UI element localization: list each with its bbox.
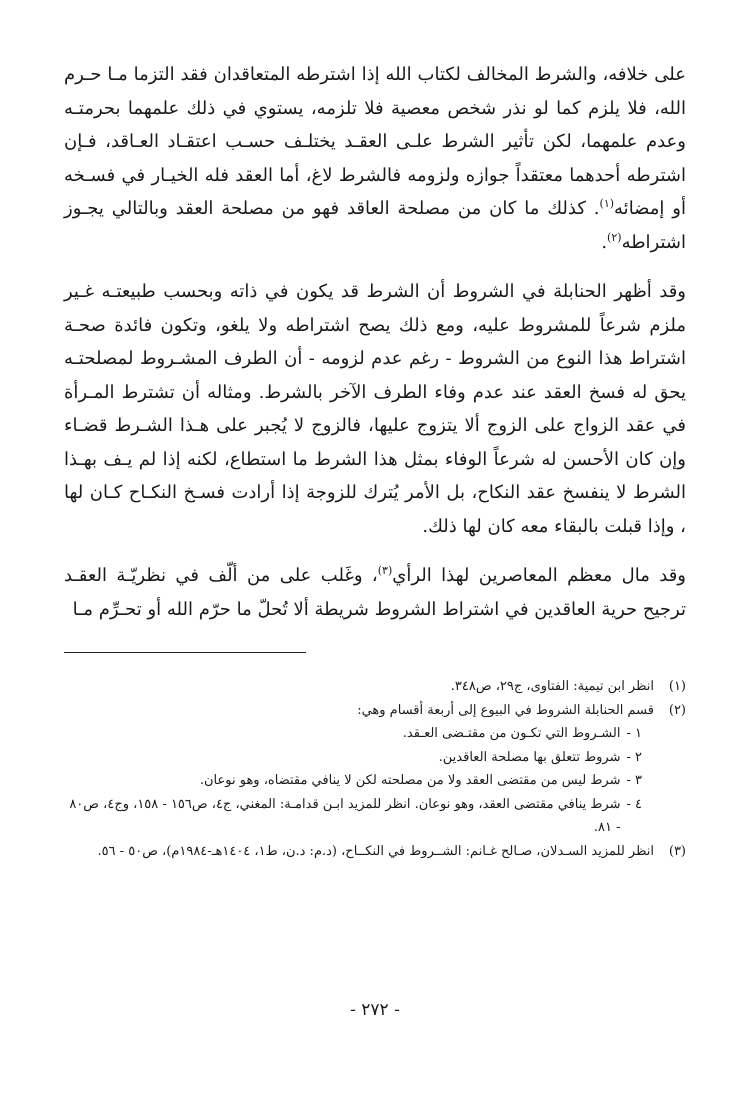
paragraph-3-text-start: وقد مال معظم المعاصرين لهذا الرأي (392, 565, 686, 586)
footnote-2-item (64, 746, 642, 770)
footnote-2-item-text: شروط تتعلق بها مصلحة العاقدين. (438, 749, 621, 765)
paragraph-2: وقد أظهر الحنابلة في الشروط أن الشرط قد يكون في ذاته وبحسب طبيعتـه غـير ملزم شرعاً للمشروط عليه، ومع ذلك يصح اشتراطه ولا يلغو، وتكون فائدة صحـة اشتراط هذا النوع من الشروط - رغم عدم لزومه - أن الطرف المشـروط لمصلحتـه يحق له فسخ العقد عند عدم وفاء الطرف الآخر بالشرط. ومثاله أن تشترط المـرأة في عقد الزواج على الزوج ألا يتزوج عليها، فالزوج لا يُجبر على هـذا الشـرط قضـاء وإن كان الأحسن له شرعاً الوفاء بمثل هذا الشرط ما استطاع، لكنه إذا لم يـف بهـذا الشرط لا ينفسخ عقد النكاح، بل الأمر يُترك للزوجة إذا أرادت فسـخ النكـاح كـان لها ، وإذا قبلت بالبقاء معه كان لها ذلك. (64, 281, 686, 537)
footnote-ref-1[interactable]: (١) (599, 197, 615, 210)
footnote-ref-3[interactable]: (٣) (377, 564, 393, 577)
footnote-2-item-number: ٣ - (626, 773, 642, 788)
paragraph-3-text-rest: ، وغَلب على من ألّف في نظريّـة العقـد ترجيح حرية العاقدين في اشتراط الشروط شريطة ألا تُحلّ ما حرّم الله أو تحـرِّم مـا (64, 565, 686, 620)
paragraph-1-text: على خلافه، والشرط المخالف لكتاب الله إذا اشترطه المتعاقدان فقد التزما مـا حـرم الله، فلا يلزم كما لو نذر شخص معصية فلا تلزمه، يستوي في ذلك علمهما بحرمتـه وعدم علمهما، لكن تأثير الشرط علـى العقـد يختلـف حسـب اعتقـاد العـاقد، فـإن اشترطه أحدهما معتقداً جوازه ولزومه فالشرط لاغ، أما العقد فله الخيـار في فسـخه أو إمضائه (64, 64, 686, 219)
page-number: - ٢٧٢ - (350, 1000, 400, 1020)
footnotes (64, 675, 686, 863)
footnote-2-body (64, 699, 654, 840)
footnote-3-number: (٣) (668, 843, 686, 859)
footnote-3 (64, 840, 686, 864)
footnote-2-item-text: الشـروط التي تكـون من مقتـضى العـقد. (402, 726, 621, 741)
paragraph-1-text-mid: . كذلك ما كان من مصلحة العاقد فهو من مصلحة العقد وبالتالي يجـوز اشتراطه (64, 198, 686, 253)
footnote-2 (64, 699, 686, 840)
footnote-2-number: (٢) (668, 702, 686, 718)
page-content (64, 58, 686, 863)
footnote-2-text: قسم الحنابلة الشروط في البيوع إلى أربعة أقسام وهي: (357, 702, 654, 718)
footnote-2-item (64, 793, 642, 840)
footnote-2-item-number: ٤ - (626, 796, 642, 812)
paragraph-1 (64, 58, 686, 259)
paragraph-1-text-end: . (601, 231, 608, 253)
footnote-2-item-number: ١ - (626, 726, 642, 741)
footnote-2-item-text: شرط ينافي مقتضى العقد، وهو نوعان. انظر للمزيد ابـن قدامـة: المغني، ج٤، ص١٥٦ - ١٥٨، وج٤، ص٨٠ - ٨١. (69, 796, 621, 835)
footnote-2-list (64, 722, 654, 840)
footnote-1 (64, 675, 686, 699)
paragraph-3 (64, 559, 686, 626)
footnote-2-item-number: ٢ - (626, 749, 642, 765)
footnote-2-item-text: شرط ليس من مقتضى العقد ولا من مصلحته لكن لا ينافي مقتضاه، وهو نوعان. (199, 773, 621, 788)
footnote-1-number: (١) (668, 679, 686, 694)
footnote-1-text: انظر ابن تيمية: الفتاوى، ج٢٩، ص٣٤٨. (450, 679, 654, 694)
footnote-divider-wrap (64, 626, 686, 653)
footnote-2-item (64, 722, 642, 746)
footnote-3-text: انظر للمزيد السـدلان، صـالح غـانم: الشــروط في النكــاح، (د.م: د.ن، ط١، ١٤٠٤هـ-١٩٨٤م)، ص٥٠ - ٥٦. (97, 843, 654, 859)
footnote-2-item (64, 769, 642, 793)
footnote-divider (64, 652, 306, 653)
footnote-ref-2[interactable]: (٢) (607, 230, 622, 244)
